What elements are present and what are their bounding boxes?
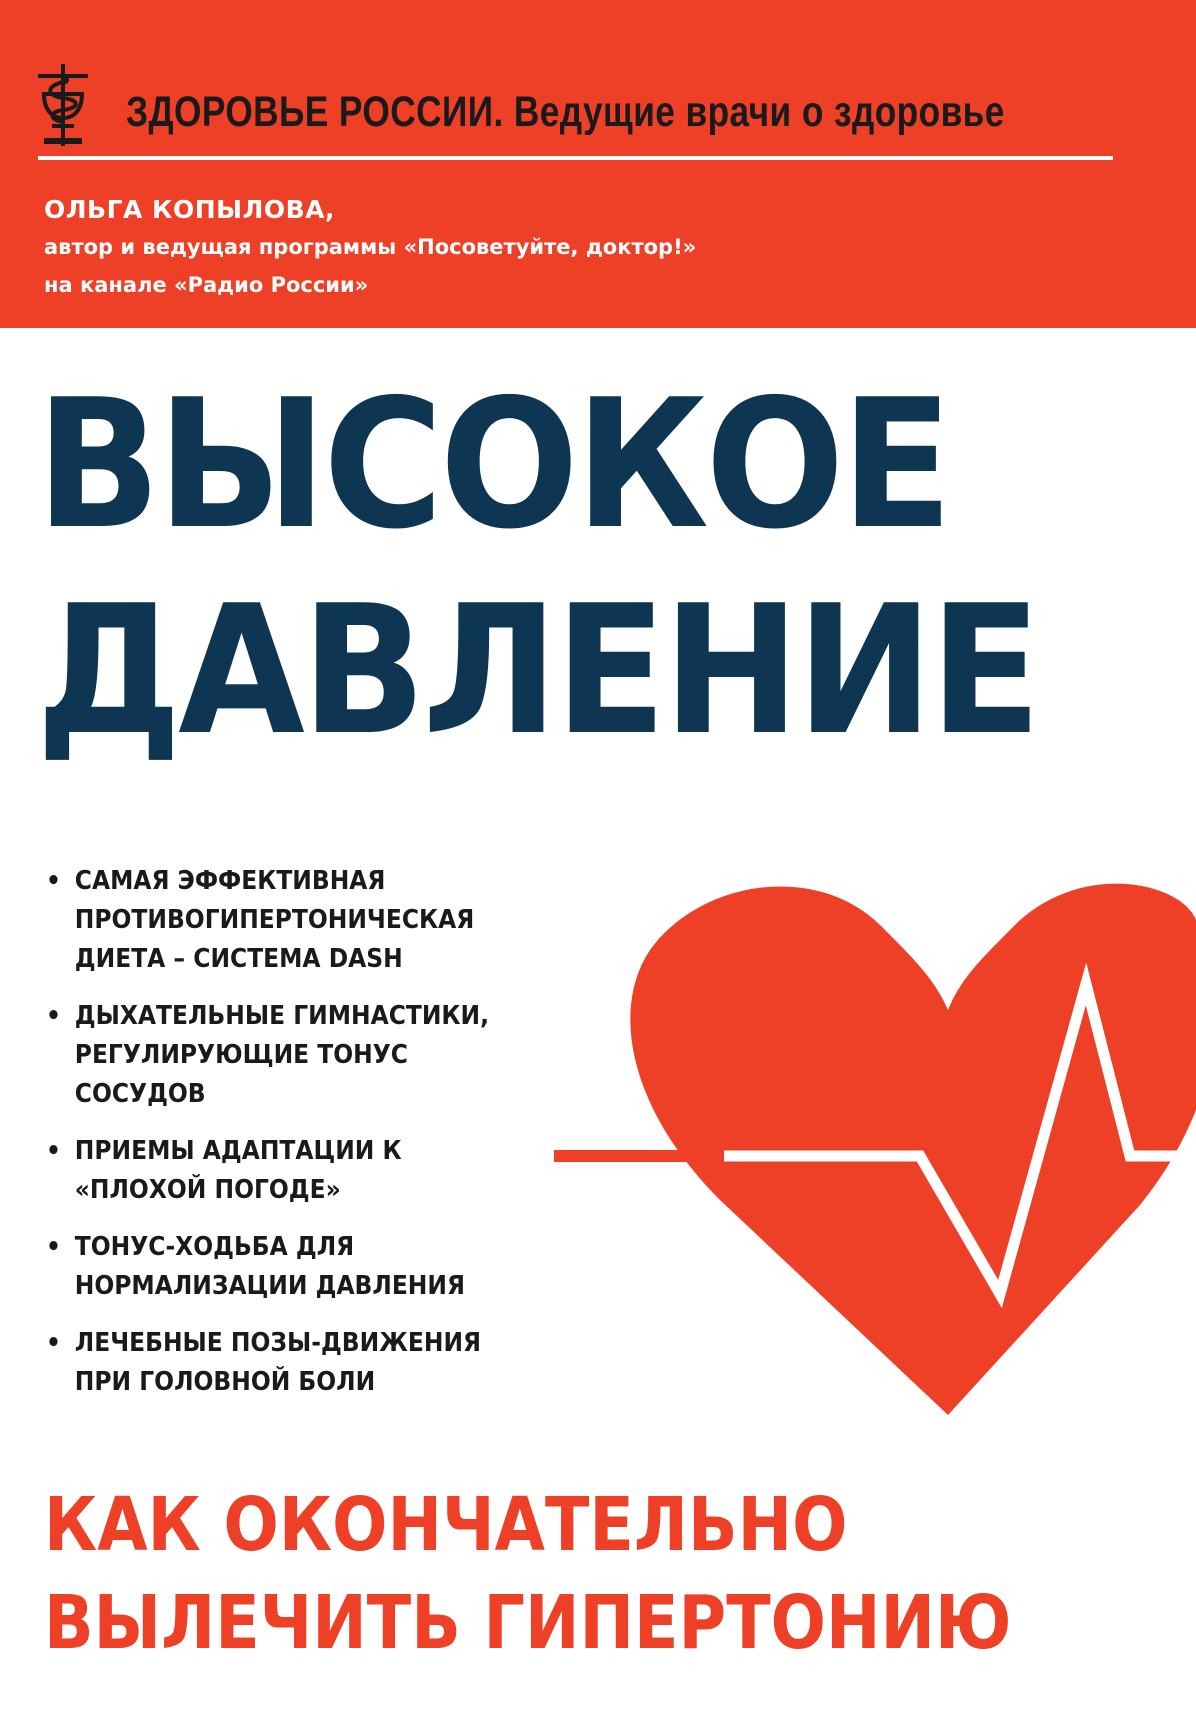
heart-pulse-icon <box>540 860 1196 1420</box>
series-title: ЗДОРОВЬЕ РОССИИ. Ведущие врачи о здоровье <box>126 88 1005 136</box>
book-title-line-1: ВЫСОКОЕ <box>36 361 950 568</box>
feature-item <box>46 1228 579 1306</box>
book-title-line-2: ДАВЛЕНИЕ <box>36 567 1038 774</box>
tagline-line-2: ВЫЛЕЧИТЬ ГИПЕРТОНИЮ <box>44 1580 1012 1666</box>
tagline-line-1: КАК ОКОНЧАТЕЛЬНО <box>44 1482 848 1568</box>
heart-shape <box>630 884 1196 1415</box>
bullet-icon: • <box>46 1328 61 1358</box>
feature-text: ПРИЕМЫ АДАПТАЦИИ К «ПЛОХОЙ ПОГОДЕ» <box>74 1136 402 1205</box>
feature-text: САМАЯ ЭФФЕКТИВНАЯ ПРОТИВОГИПЕРТОНИЧЕСКАЯ ДИЕТА – СИСТЕМА DASH <box>74 866 475 974</box>
bullet-icon: • <box>46 1232 61 1262</box>
feature-list <box>46 862 566 1420</box>
bullet-icon: • <box>46 1001 61 1031</box>
pulse-line-lead <box>554 1150 724 1162</box>
author-block <box>44 192 696 304</box>
tagline <box>44 1476 1011 1672</box>
feature-text: ДЫХАТЕЛЬНЫЕ ГИМНАСТИКИ, РЕГУЛИРУЮЩИЕ ТОНУС СОСУДОВ <box>74 1001 490 1109</box>
header-banner <box>0 0 1196 328</box>
feature-text: ТОНУС-ХОДЬБА ДЛЯ НОРМАЛИЗАЦИИ ДАВЛЕНИЯ <box>74 1232 465 1301</box>
author-channel: на канале «Радио России» <box>44 273 369 297</box>
feature-item <box>46 997 579 1114</box>
series-divider <box>38 156 1113 160</box>
feature-item <box>46 862 579 979</box>
feature-item <box>46 1132 579 1210</box>
feature-text: ЛЕЧЕБНЫЕ ПОЗЫ-ДВИЖЕНИЯ ПРИ ГОЛОВНОЙ БОЛИ <box>74 1328 482 1397</box>
feature-item <box>46 1324 579 1402</box>
bullet-icon: • <box>46 866 61 896</box>
author-name: ОЛЬГА КОПЫЛОВА, <box>44 195 335 224</box>
bullet-icon: • <box>46 1136 61 1166</box>
author-credential: автор и ведущая программы «Посоветуйте, доктор!» <box>44 235 697 259</box>
bowl-of-hygieia-icon <box>38 64 88 146</box>
book-title <box>36 362 1038 774</box>
